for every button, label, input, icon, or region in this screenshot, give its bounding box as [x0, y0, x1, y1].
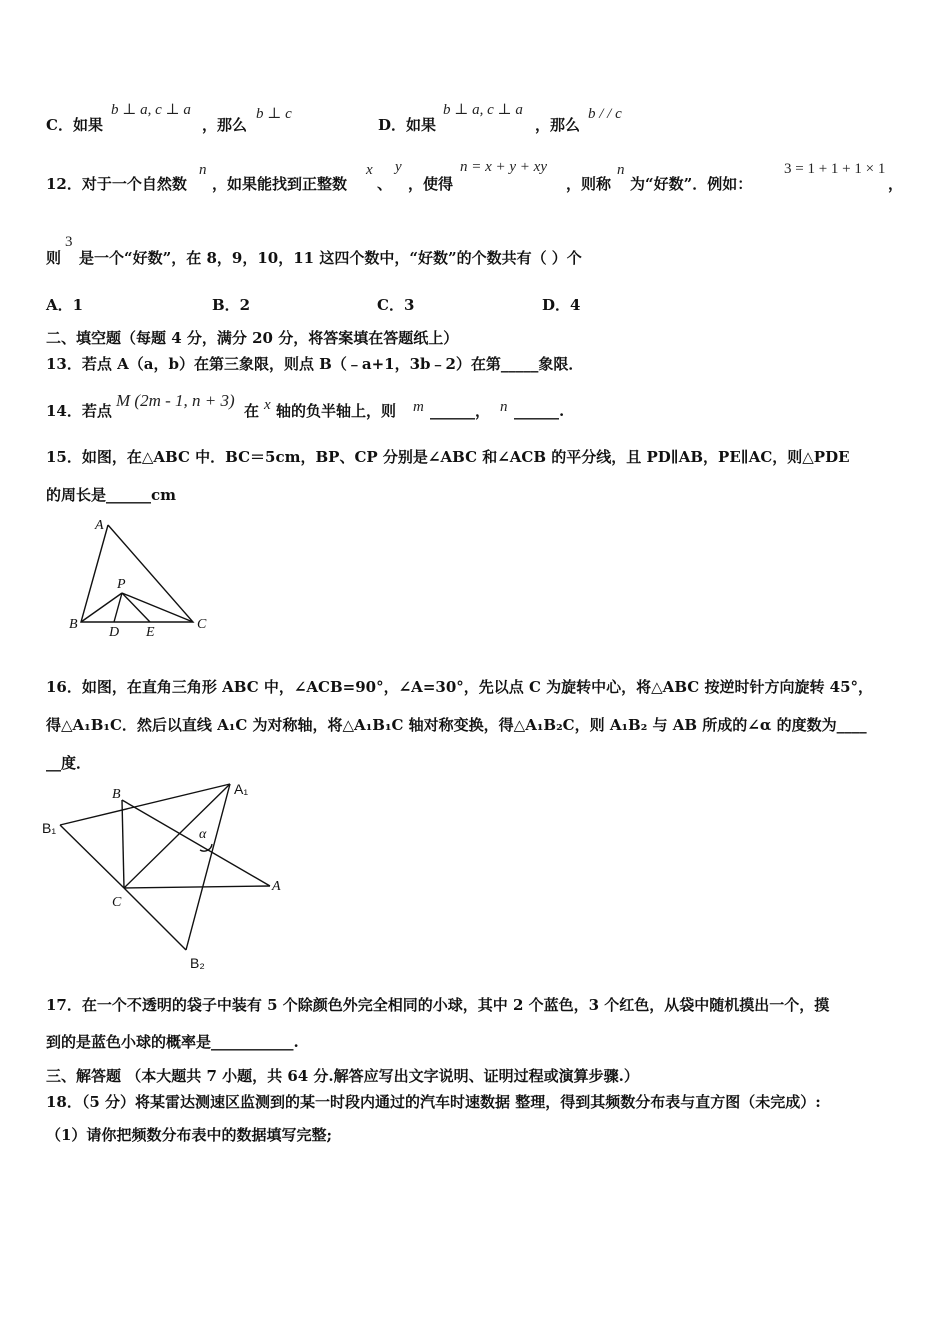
q15-line-2: 的周长是______cm [46, 486, 177, 504]
q12-text-4: ，则称 [566, 175, 612, 193]
q11-option-c-condition: b ⊥ a, c ⊥ a [111, 102, 191, 118]
q11-option-d-label: D．如果 [378, 116, 437, 134]
section-2-heading: 二、填空题（每题 4 分，满分 20 分，将答案填在答题纸上） [46, 329, 459, 347]
q11-option-d-then: ，那么 [535, 116, 581, 134]
q11-option-c-result: b ⊥ c [256, 106, 292, 122]
q14-point-m: M (2m - 1, n + 3) [116, 391, 235, 410]
segment-cp [122, 593, 193, 622]
q14-var-m: m [413, 399, 424, 415]
q14-text-3: 轴的负半轴上，则 [276, 402, 397, 420]
q12-text-3: ，使得 [408, 175, 454, 193]
q17-line-2: 到的是蓝色小球的概率是___________. [46, 1033, 299, 1051]
q12-number-3: 3 [65, 234, 73, 250]
q16-line-2: 得△A₁B₁C．然后以直线 A₁C 为对称轴，将△A₁B₁C 轴对称变换，得△A₁B₂C，则 A₁B₂ 与 AB 所成的∠α 的度数为____ [46, 716, 867, 734]
q12-comma: ， [888, 175, 904, 193]
q11-option-c-label: C．如果 [46, 116, 103, 134]
q12-var-n-2: n [617, 162, 625, 178]
label-c: C [112, 895, 122, 910]
q12-text-1: 12．对于一个自然数 [46, 175, 187, 193]
q12-var-y: y [395, 159, 402, 175]
q14-blank-n: ______. [514, 402, 565, 420]
q14-var-n: n [500, 399, 508, 415]
label-p: P [117, 577, 126, 592]
q11-option-d-condition: b ⊥ a, c ⊥ a [443, 102, 523, 118]
q14-text-1: 14．若点 [46, 402, 112, 420]
q12-option-d: D．4 [542, 296, 581, 314]
q16-line-3: __度． [46, 754, 92, 772]
q12-line2-text: 是一个“好数”，在 8，9，10，11 这四个数中，“好数”的个数共有（ ）个 [79, 249, 582, 267]
segment-pe [122, 593, 150, 622]
q14-text-2: 在 [244, 402, 260, 420]
section-3-heading: 三、解答题 （本大题共 7 小题，共 64 分.解答应写出文字说明、证明过程或演算步骤.） [46, 1067, 639, 1085]
q12-text-2: ，如果能找到正整数 [212, 175, 348, 193]
segment-a1-b2 [186, 784, 230, 950]
triangle-abc [81, 525, 193, 622]
q12-formula: n = x + y + xy [460, 159, 547, 175]
q13-text: 13．若点 A（a，b）在第三象限，则点 B（﹣a+1，3b﹣2）在第_____象限． [46, 355, 584, 373]
q11-option-c-then: ，那么 [202, 116, 248, 134]
segment-b1-c [60, 825, 124, 888]
q18-line-2: （1）请你把频数分布表中的数据填写完整; [46, 1126, 332, 1144]
label-alpha: α [199, 827, 207, 842]
q16-rotation-figure [38, 778, 300, 978]
label-b2: B₂ [190, 955, 205, 971]
segment-c-a [124, 886, 270, 888]
label-c: C [197, 617, 207, 632]
label-a: A [95, 518, 104, 533]
q12-example: 3 = 1 + 1 + 1 × 1 [784, 161, 886, 177]
q12-line2-start: 则 [46, 249, 62, 267]
q12-text-5: 为“好数”．例如： [630, 175, 753, 193]
q14-var-x: x [264, 397, 271, 413]
q12-var-n: n [199, 162, 207, 178]
q12-option-a: A．1 [46, 296, 84, 314]
segment-b1-a1 [60, 784, 230, 825]
q12-option-c: C．3 [377, 296, 415, 314]
q12-separator: 、 [377, 175, 393, 193]
angle-alpha-arc [200, 844, 212, 851]
q14-blank-m: ______， [430, 402, 491, 420]
q12-option-b: B．2 [212, 296, 251, 314]
q15-line-1: 15．如图，在△ABC 中．BC＝5cm，BP、CP 分别是∠ABC 和∠ACB 的平分线，且 PD∥AB，PE∥AC，则△PDE [46, 448, 850, 466]
q17-line-1: 17．在一个不透明的袋子中装有 5 个除颜色外完全相同的小球，其中 2 个蓝色，3 个红色，从袋中随机摸出一个，摸 [46, 996, 830, 1014]
label-e: E [146, 625, 155, 640]
segment-b-c [122, 800, 124, 888]
q11-option-d-result: b / / c [588, 106, 622, 122]
label-a1: A₁ [234, 781, 249, 797]
q18-line-1: 18．（5 分）将某雷达测速区监测到的某一时段内通过的汽车时速数据 整理，得到其频数分布表与直方图（未完成）: [46, 1093, 821, 1111]
segment-b-a [122, 800, 270, 886]
label-d: D [109, 625, 120, 640]
label-b: B [112, 787, 121, 802]
label-b1: B₁ [42, 820, 57, 836]
q16-line-1: 16．如图，在直角三角形 ABC 中，∠ACB=90°，∠A=30°，先以点 C 为旋转中心，将△ABC 按逆时针方向旋转 45°， [46, 678, 874, 696]
segment-c-b2 [124, 888, 186, 950]
q15-triangle-figure [62, 515, 222, 640]
label-b: B [69, 617, 78, 632]
q12-var-x: x [366, 162, 373, 178]
label-a: A [272, 879, 281, 894]
segment-c-a1 [124, 784, 230, 888]
